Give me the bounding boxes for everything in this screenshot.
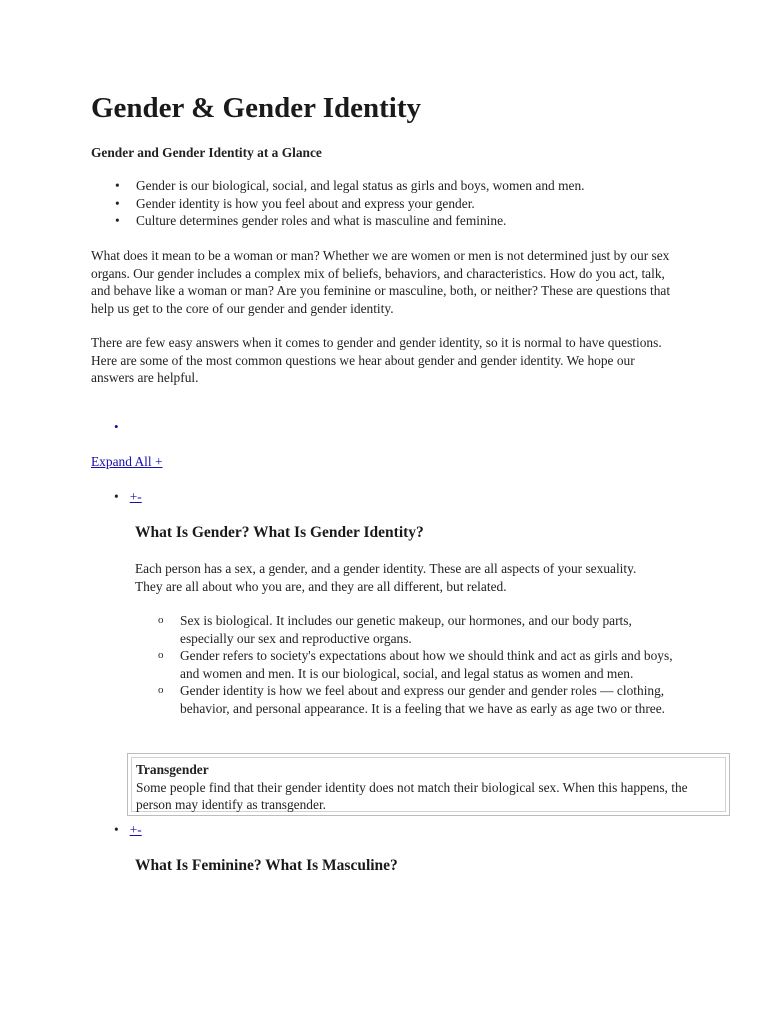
section-toggle-link[interactable]: +- [129,822,142,837]
glance-item: • Culture determines gender roles and what is masculine and feminine. [136,212,696,230]
intro-paragraph-2: There are few easy answers when it comes to gender and gender identity, so it is normal to have questions. Here are some of the most common questions we hear about gender and gender identity. We hope our answers are helpful. [91,335,662,385]
section-toggle-row [114,821,142,839]
section-toggle-row [114,488,142,506]
section-answer: Each person has a sex, a gender, and a gender identity. These are all aspects of your sexuality. They are all about who you are, and they are all different, but related. [135,561,637,594]
intro-paragraph-1: What does it mean to be a woman or man? Whether we are women or men is not determined just by our sex organs. Our gender includes a complex mix of beliefs, behaviors, and characteristics. How do you act, talk, and behave like a woman or man? Are you feminine or masculine, both, or neither? These are questions that help us get to the core of our gender and gender identity. [91,248,671,316]
transgender-callout [127,753,730,816]
definition-item: o Gender identity is how we feel about and express our gender and gender roles — clothing, behavior, and personal appearance. It is a feeling that we have as early as age two or three. [180,682,680,717]
callout-title: Transgender [136,762,209,777]
glance-heading: Gender and Gender Identity at a Glance [91,145,322,160]
page-title: Gender & Gender Identity [91,92,422,124]
glance-list [91,177,696,230]
bullet-icon: • [114,489,119,504]
callout-text: Some people find that their gender identity does not match their biological sex. When this happens, the person may identify as transgender. [136,779,688,812]
definition-list [135,612,680,717]
section-question: What Is Feminine? What Is Masculine? [135,857,398,874]
section-question: What Is Gender? What Is Gender Identity? [135,524,424,541]
empty-list-bullet: • [114,419,119,434]
expand-all-link[interactable]: Expand All + [91,454,163,469]
glance-item: • Gender identity is how you feel about and express your gender. [136,195,696,213]
callout-box [131,757,726,812]
definition-item: o Gender refers to society's expectations about how we should think and act as girls and boys, and women and men. It is our biological, social, and legal status as women and men. [180,647,680,682]
bullet-icon: • [114,822,119,837]
section-toggle-link[interactable]: +- [129,489,142,504]
glance-item: • Gender is our biological, social, and legal status as girls and boys, women and men. [136,177,696,195]
definition-item: o Sex is biological. It includes our genetic makeup, our hormones, and our body parts, especially our sex and reproductive organs. [180,612,680,647]
